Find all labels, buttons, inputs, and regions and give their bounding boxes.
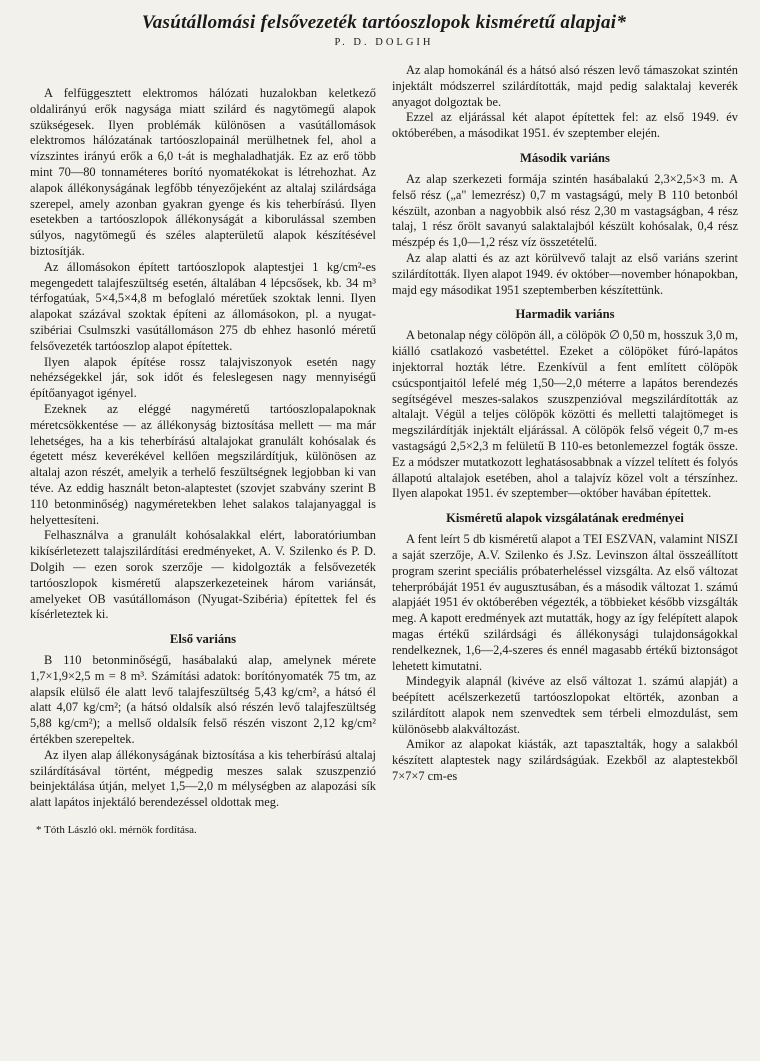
paragraph: A felfüggesztett elektromos hálózati huzalokban keletkező oldalirányú erők nagysága miatt szilárd és nagytömegű alapok szükségesek. Ilyen problémák különösen a vasútállomások elektromos hálózatának tartóoszlopainál merülhetnek fel, ahol a vízszintes irányú erők a 6,0 t-át is meghaladhatják. Ez az erő több mint 70—80 tonnaméteres borító nyomatékokat is létrehozhat. Az alapok állékonyságának legfőbb tényezőjeként az altalaj szilárdsága szerepel, amely azonban gyakran gyenge és kis teherbírású. Ilyen esetekben a tartóoszlopok állékonyságát a kiborulással szemben súlyos, nagytömegű és széles alapterületű alapok készítésével biztosítják.: [30, 86, 376, 258]
article-body: [30, 63, 738, 839]
article-title: Vasútállomási felsővezeték tartóoszlopok kisméretű alapjai*: [141, 12, 627, 33]
paragraph: Az alap homokánál és a hátsó alsó részen levő támaszokat szintén injektált módszerrel szilárdították, majd pedig salaktalaj keverék anyagot dolgoztak be.: [392, 63, 738, 109]
section-heading-first-variant: Első variáns: [169, 632, 237, 647]
paragraph: A fent leírt 5 db kisméretű alapot a TEI ESZVAN, valamint NISZI a saját szerzője, A.V. Szilenko és J.Sz. Levinszon által összeállított program szerint speciális próbaterheléssel vizsgálta. Az első változat teherpróbáját 1951 év augusztusában, és a második változat 1. számú alapjáét 1951 év októberében végezték, a többieket később vizsgálták meg. A kapott eredmények azt mutatták, hogy az így felépített alapok magas értékű szilárdsági és állékonysági tulajdonságokkal rendelkeznek, 1,6—2,4-szeres és ennél magasabb értékű biztonságot lehetett kimutatni.: [392, 532, 738, 673]
paragraph: Mindegyik alapnál (kivéve az első változat 1. számú alapját) a beépített acélszerkezetű tartóoszlopokat eltörték, azonban a szilárdított alapok nem szenvedtek sem térbeli elmozdulást, sem különösebb alakváltozást.: [392, 674, 738, 736]
section-heading-third-variant: Harmadik variáns: [515, 307, 615, 322]
paragraph: Felhasználva a granulált kohósalakkal elért, laboratóriumban kikísérletezett talajszilárdítási eredményeket, A. V. Szilenko és P. D. Dolgih — ezen sorok szerzője — kidolgozták a felsővezeték tartóoszlopok kisméretű alapszerkezeteinek három variánsát, amelyeket OB vasútállomáson (Nyugat-Szibéria) építettek fel és kísérleteztek ki.: [30, 528, 376, 622]
section-heading-test-results: Kisméretű alapok vizsgálatának eredményei: [446, 511, 684, 526]
paragraph: Az ilyen alap állékonyságának biztosítása a kis teherbírású altalaj szilárdításával történt, mégpedig meszes salak szuszpenzió beinjektálása útján, melyet 1,5—2,0 m mélységben az alapozási sík alatt lapátos injektáló berendezéssel oldottak meg.: [30, 747, 376, 810]
section-heading-second-variant: Második variáns: [520, 150, 610, 165]
paragraph: Ezzel az eljárással két alapot építettek fel: az első 1949. év októberében, a másodikat 1951. év szeptember elején.: [392, 110, 738, 141]
paragraph: Ezeknek az eléggé nagyméretű tartóoszlopalapoknak méretcsökkentése — az állékonyság biztosítása mellett — ma már lehetséges, ha a kis teherbírású altalajokat granulált kohósalak és égetett mész keverékével kellően megszilárdítjuk, különösen az altalaj azon részét, amelyik a terhelő feszültségnek legjobban ki van téve. Az eddig használt beton-alaptestet (szovjet szabvány szerint B 110 betonminőség) nagyméretekben lehet salakos talajanyaggal is helyettesíteni.: [30, 401, 376, 527]
paragraph: B 110 betonminőségű, hasábalakú alap, amelynek mérete 1,7×1,9×2,5 m = 8 m³. Számítási adatok: borítónyomaték 75 tm, az alapsík elülső éle alatt levő talajfeszültség 5,43 kg/cm², a hátsó él alatt 4,07 kg/cm²; (a hátsó oldalsík alsó részén levő talajfeszültség 5,88 kg/cm²); a mellső oldalsík felső részén viszont 2,12 kg/cm² értékben szerepeltek.: [30, 653, 376, 747]
paragraph: Az állomásokon épített tartóoszlopok alaptestjei 1 kg/cm²-es megengedett talajfeszültség esetén, általában 4 lépcsősek, kb. 34 m³ térfogatúak, 5×4,5×4,8 m befoglaló méretűek szoktak lenni. Ilyen alapokat százával szoktak építeni az állomásokon, pl. a nyugat-szibériai Csulmszki vasútállomáson 275 db ehhez hasonló méretű felsővezeték tartóoszlop alapot építettek.: [30, 259, 376, 353]
paragraph: Ilyen alapok építése rossz talajviszonyok esetén nagy nehézségekkel jár, sok időt és feleslegesen nagy mennyiségű építőanyagot igényel.: [30, 354, 376, 401]
paragraph: Amikor az alapokat kiásták, azt tapasztalták, hogy a salakból készített alaptestek nagy szilárdságúak. Ezekből az alaptestekből 7×7×7 cm-es: [392, 737, 738, 784]
right-column: [392, 63, 738, 839]
paragraph: Az alap alatti és az azt körülvevő talajt az első variáns szerint szilárdították. Ilyen alapot 1949. év október—november hónapokban, majd egy másodikat 1951 szeptemberben készítettünk.: [392, 250, 738, 297]
article-author: P. D. DOLGIH: [334, 37, 434, 48]
paragraph: A betonalap négy cölöpön áll, a cölöpök ∅ 0,50 m, hosszuk 3,0 m, kiálló csatlakozó vasbetéttel. Ezeket a cölöpöket fúró-lapátos injektorral hozták létre. Ezenkívül a fent említett cölöpök csúcspontjaitól lefelé még 1,50—2,0 méterre a lapátos berendezés segítségével meszes-salakos szuszpenzióval megszilárdították az altalajt. Végül a teljes cölöpök közötti és melletti talajtömeget is megszilárdítják injektált eljárással. A cölöpök felső végeit 0,7 m-es vastagságú 2,5×2,3 m felületű B 110-es betonlemezzel fogták össze. Ez a módszer mutatkozott leghatásosabbnak a vízzel telített és folyós állapotú altalajok esetében, ahol a talajvíz közel volt a térszínhez. Ilyen alapokat 1951. év szeptember—október havában építettek.: [392, 328, 738, 501]
left-column: [30, 86, 376, 839]
footnote: * Tóth László okl. mérnök fordítása.: [36, 824, 197, 837]
paragraph: Az alap szerkezeti formája szintén hasábalakú 2,3×2,5×3 m. A felső rész („a" lemezrész) 0,7 m vastagságú, mely B 110 betonból készült, azonban a nagyobbik alsó rész 2,30 m vastagságban, 4 rész talaj, 1 rész őrölt savanyú salaktalajból készült kohósalak, 0,4 rész mészpép és 1,0—1,2 rész víz összetételű.: [392, 171, 738, 250]
